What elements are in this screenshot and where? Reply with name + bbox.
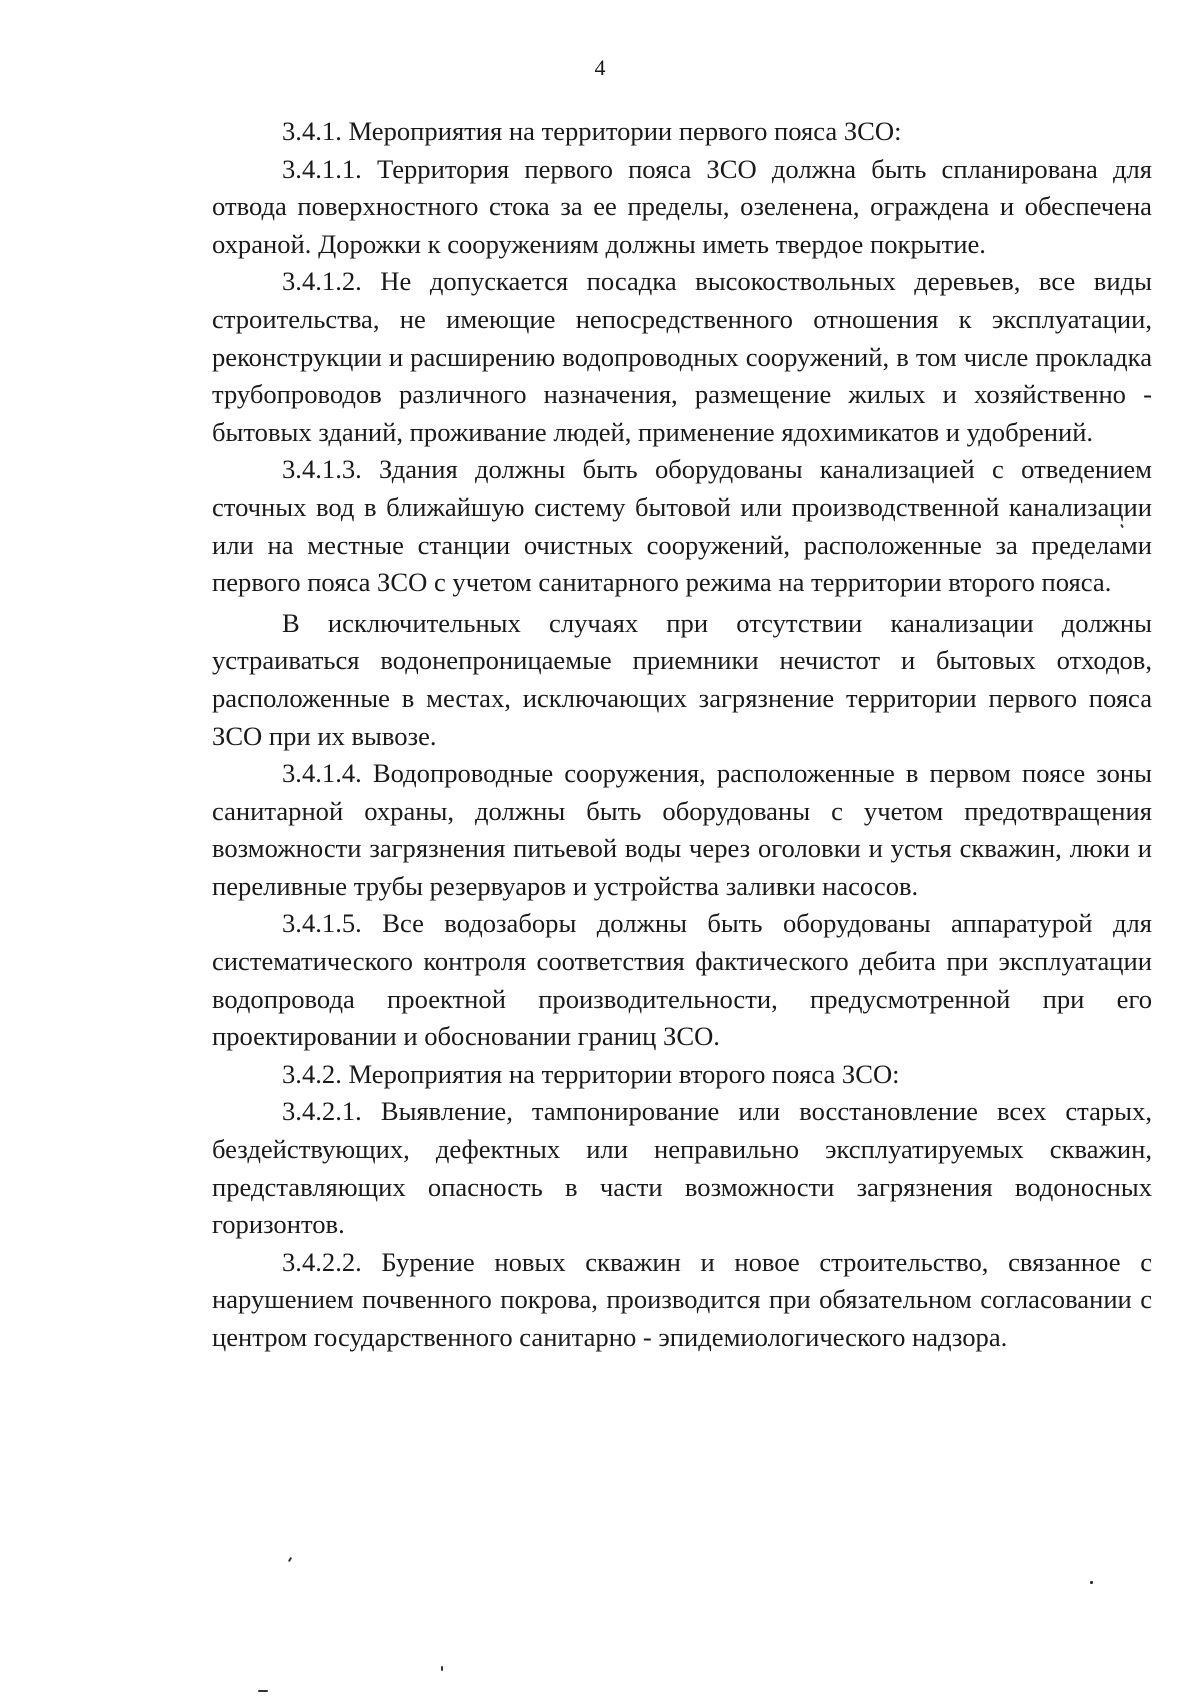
paragraph-3-4-1-4: 3.4.1.4. Водопроводные сооружения, расположенные в первом поясе зоны санитарной охраны, должны быть оборудованы с учетом предотвращения возможности загрязнения питьевой воды через оголовки и устья скважин, люки и переливные трубы резервуаров и устройства заливки насосов. (212, 758, 1152, 901)
paragraph-3-4-1: 3.4.1. Мероприятия на территории первого пояса ЗСО: (282, 116, 902, 146)
paragraph-3-4-1-3: 3.4.1.3. Здания должны быть оборудованы канализацией с отведением сточных вод в ближайшую систему бытовой или производственной канализации или на местные станции очистных сооружений, расположенные за пределами первого пояса ЗСО с учетом санитарного режима на территории второго пояса. (212, 454, 1152, 598)
paragraph-3-4-1-5: 3.4.1.5. Все водозаборы должны быть оборудованы аппаратурой для систематического контроля соответствия фактического дебита при эксплуатации водопровода проектной производительности, предусмотренной при его проектировании и обосновании границ ЗСО. (212, 908, 1152, 1052)
paragraph-3-4-1-2: 3.4.1.2. Не допускается посадка высокоствольных деревьев, все виды строительства, не имеющие непосредственного отношения к эксплуатации, реконструкции и расширению водопроводных сооружений, в том числе прокладка трубопроводов различного назначения, размещение жилых и хозяйственно - бытовых зданий, проживание людей, применение ядохимикатов и удобрений. (212, 266, 1152, 447)
scan-speck (1090, 1581, 1093, 1584)
paragraph-exceptional-cases: В исключительных случаях при отсутствии канализации должны устраиваться водонепроницаемые приемники нечистот и бытовых отходов, расположенные в местах, исключающих загрязнение территории первого пояса ЗСО при их вывозе. (212, 607, 1152, 751)
scan-speck (258, 1690, 268, 1692)
paragraph-3-4-2: 3.4.2. Мероприятия на территории второго пояса ЗСО: (282, 1058, 900, 1089)
paragraph-3-4-1-1: 3.4.1.1. Территория первого пояса ЗСО должна быть спланирована для отвода поверхностного стока за ее пределы, озеленена, ограждена и обеспечена охраной. Дорожки к сооружениям должны иметь твердое покрытие. (212, 153, 1152, 259)
paragraph-3-4-2-1: 3.4.2.1. Выявление, тампонирование или восстановление всех старых, бездействующих, дефектных или неправильно эксплуатируемых скважин, представляющих опасность в части возможности загрязнения водоносных горизонтов. (212, 1096, 1152, 1240)
document-body (212, 113, 1152, 1357)
paragraph-3-4-2-2: 3.4.2.2. Бурение новых скважин и новое строительство, связанное с нарушением почвенного покрова, производится при обязательном согласовании с центром государственного санитарно - эпидемиологического надзора. (212, 1246, 1152, 1352)
page-number: 4 (594, 55, 606, 80)
scan-speck (441, 1666, 443, 1671)
scan-speck (288, 1557, 292, 1562)
